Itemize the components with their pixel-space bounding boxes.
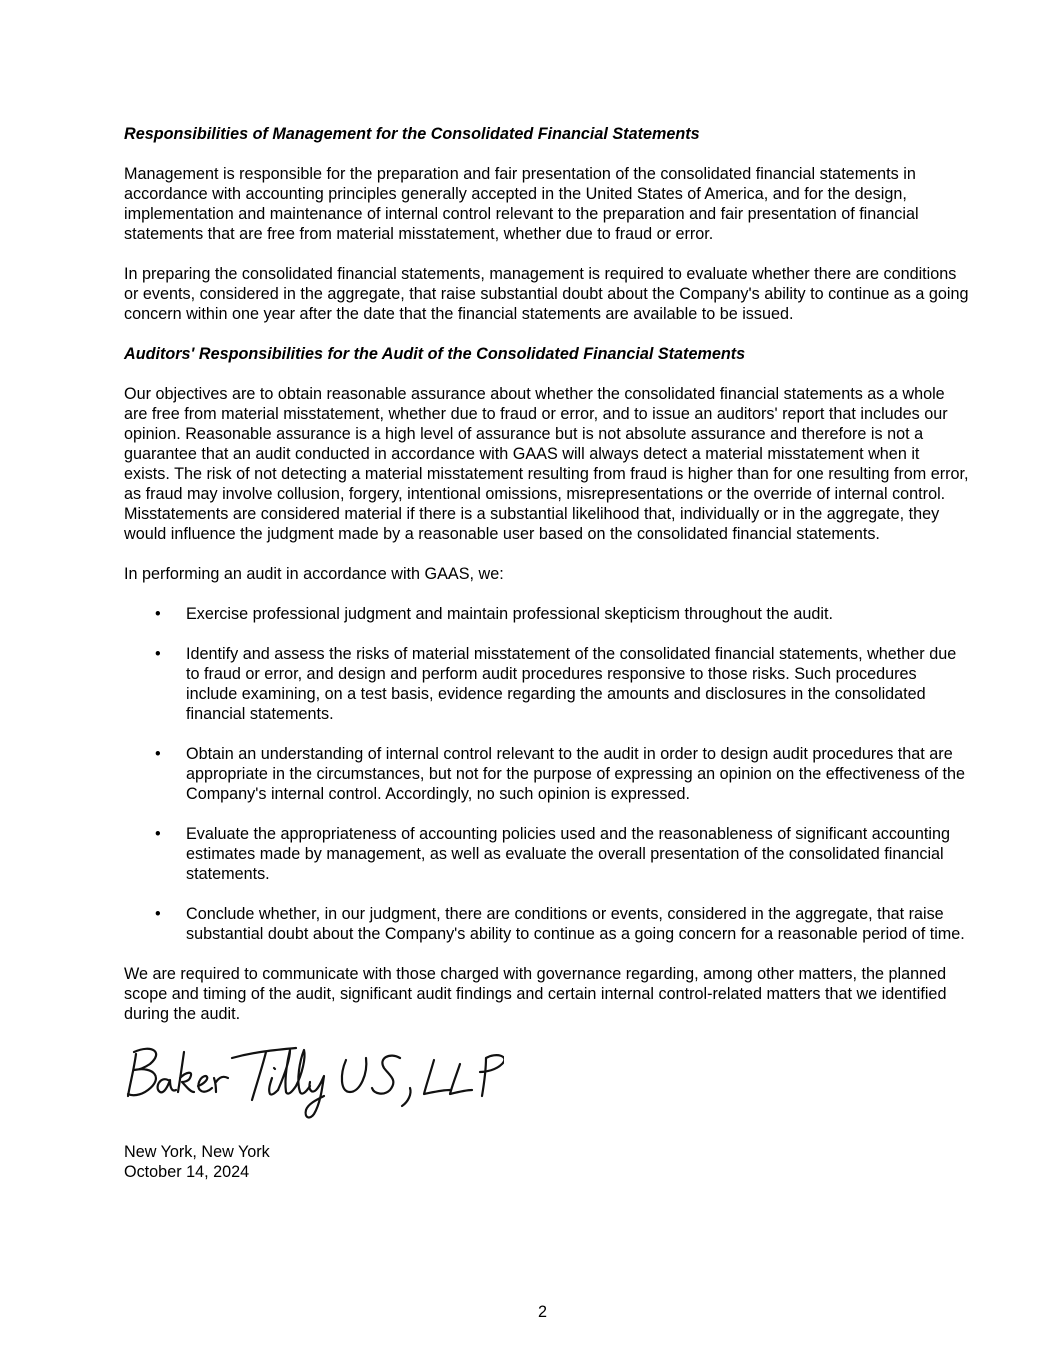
list-item (124, 744, 969, 804)
list-item (124, 824, 969, 884)
bullet-icon: • (155, 825, 161, 843)
document-body (124, 124, 969, 1182)
governance-communication-paragraph: We are required to communicate with those charged with governance regarding, among other matters, the planned scope and timing of the audit, significant audit findings and certain internal control-related matters that we identified during the audit. (124, 965, 947, 1023)
audit-procedures-list (124, 604, 969, 944)
report-date: October 14, 2024 (124, 1163, 250, 1181)
list-item-text: Obtain an understanding of internal control relevant to the audit in order to design audit procedures that are appropriate in the circumstances, but not for the purpose of expressing an opinion on the effectiveness of the Company's internal control. Accordingly, no such opinion is expressed. (186, 745, 965, 803)
list-item-text: Exercise professional judgment and maintain professional skepticism throughout the audit. (186, 605, 833, 623)
management-responsibilities-heading: Responsibilities of Management for the Consolidated Financial Statements (124, 125, 700, 143)
auditors-gaas-intro: In performing an audit in accordance with GAAS, we: (124, 565, 504, 583)
bullet-icon: • (155, 645, 161, 663)
management-paragraph-2: In preparing the consolidated financial statements, management is required to evaluate whether there are conditions or events, considered in the aggregate, that raise substantial doubt about the Company's ability to continue as a going concern within one year after the date that the financial statements are available to be issued. (124, 265, 969, 323)
bullet-icon: • (155, 745, 161, 763)
signature-icon (124, 1034, 504, 1120)
bullet-icon: • (155, 605, 161, 623)
auditors-responsibilities-heading: Auditors' Responsibilities for the Audit of the Consolidated Financial Statements (124, 345, 746, 363)
list-item-text: Conclude whether, in our judgment, there are conditions or events, considered in the aggregate, that raise substantial doubt about the Company's ability to continue as a going concern for a reasonable period of time. (186, 905, 965, 943)
list-item (124, 604, 969, 624)
list-item-text: Evaluate the appropriateness of accounting policies used and the reasonableness of significant accounting estimates made by management, as well as evaluate the overall presentation of the consolidated financial statements. (186, 825, 951, 883)
list-item (124, 904, 969, 944)
report-location: New York, New York (124, 1143, 270, 1161)
management-paragraph-1: Management is responsible for the preparation and fair presentation of the consolidated financial statements in accordance with accounting principles generally accepted in the United States of America, and for the design, implementation and maintenance of internal control relevant to the preparation and fair presentation of financial statements that are free from material misstatement, whether due to fraud or error. (124, 165, 919, 243)
auditors-objectives-paragraph: Our objectives are to obtain reasonable assurance about whether the consolidated financial statements as a whole are free from material misstatement, whether due to fraud or error, and to issue an auditors' report that includes our opinion. Reasonable assurance is a high level of assurance but is not absolute assurance and therefore is not a guarantee that an audit conducted in accordance with GAAS will always detect a material misstatement when it exists. The risk of not detecting a material misstatement resulting from fraud is higher than for one resulting from error, as fraud may involve collusion, forgery, intentional omissions, misrepresentations or the override of internal control. Misstatements are considered material if there is a substantial likelihood that, individually or in the aggregate, they would influence the judgment made by a reasonable user based on the consolidated financial statements. (124, 385, 969, 543)
page-number: 2 (537, 1303, 547, 1321)
list-item-text: Identify and assess the risks of material misstatement of the consolidated financial statements, whether due to fraud or error, and design and perform audit procedures responsive to those risks. Such procedures include examining, on a test basis, evidence regarding the amounts and disclosures in the consolidated financial statements. (186, 645, 957, 723)
handwritten-signature (124, 1034, 504, 1120)
list-item (124, 644, 969, 724)
bullet-icon: • (155, 905, 161, 923)
